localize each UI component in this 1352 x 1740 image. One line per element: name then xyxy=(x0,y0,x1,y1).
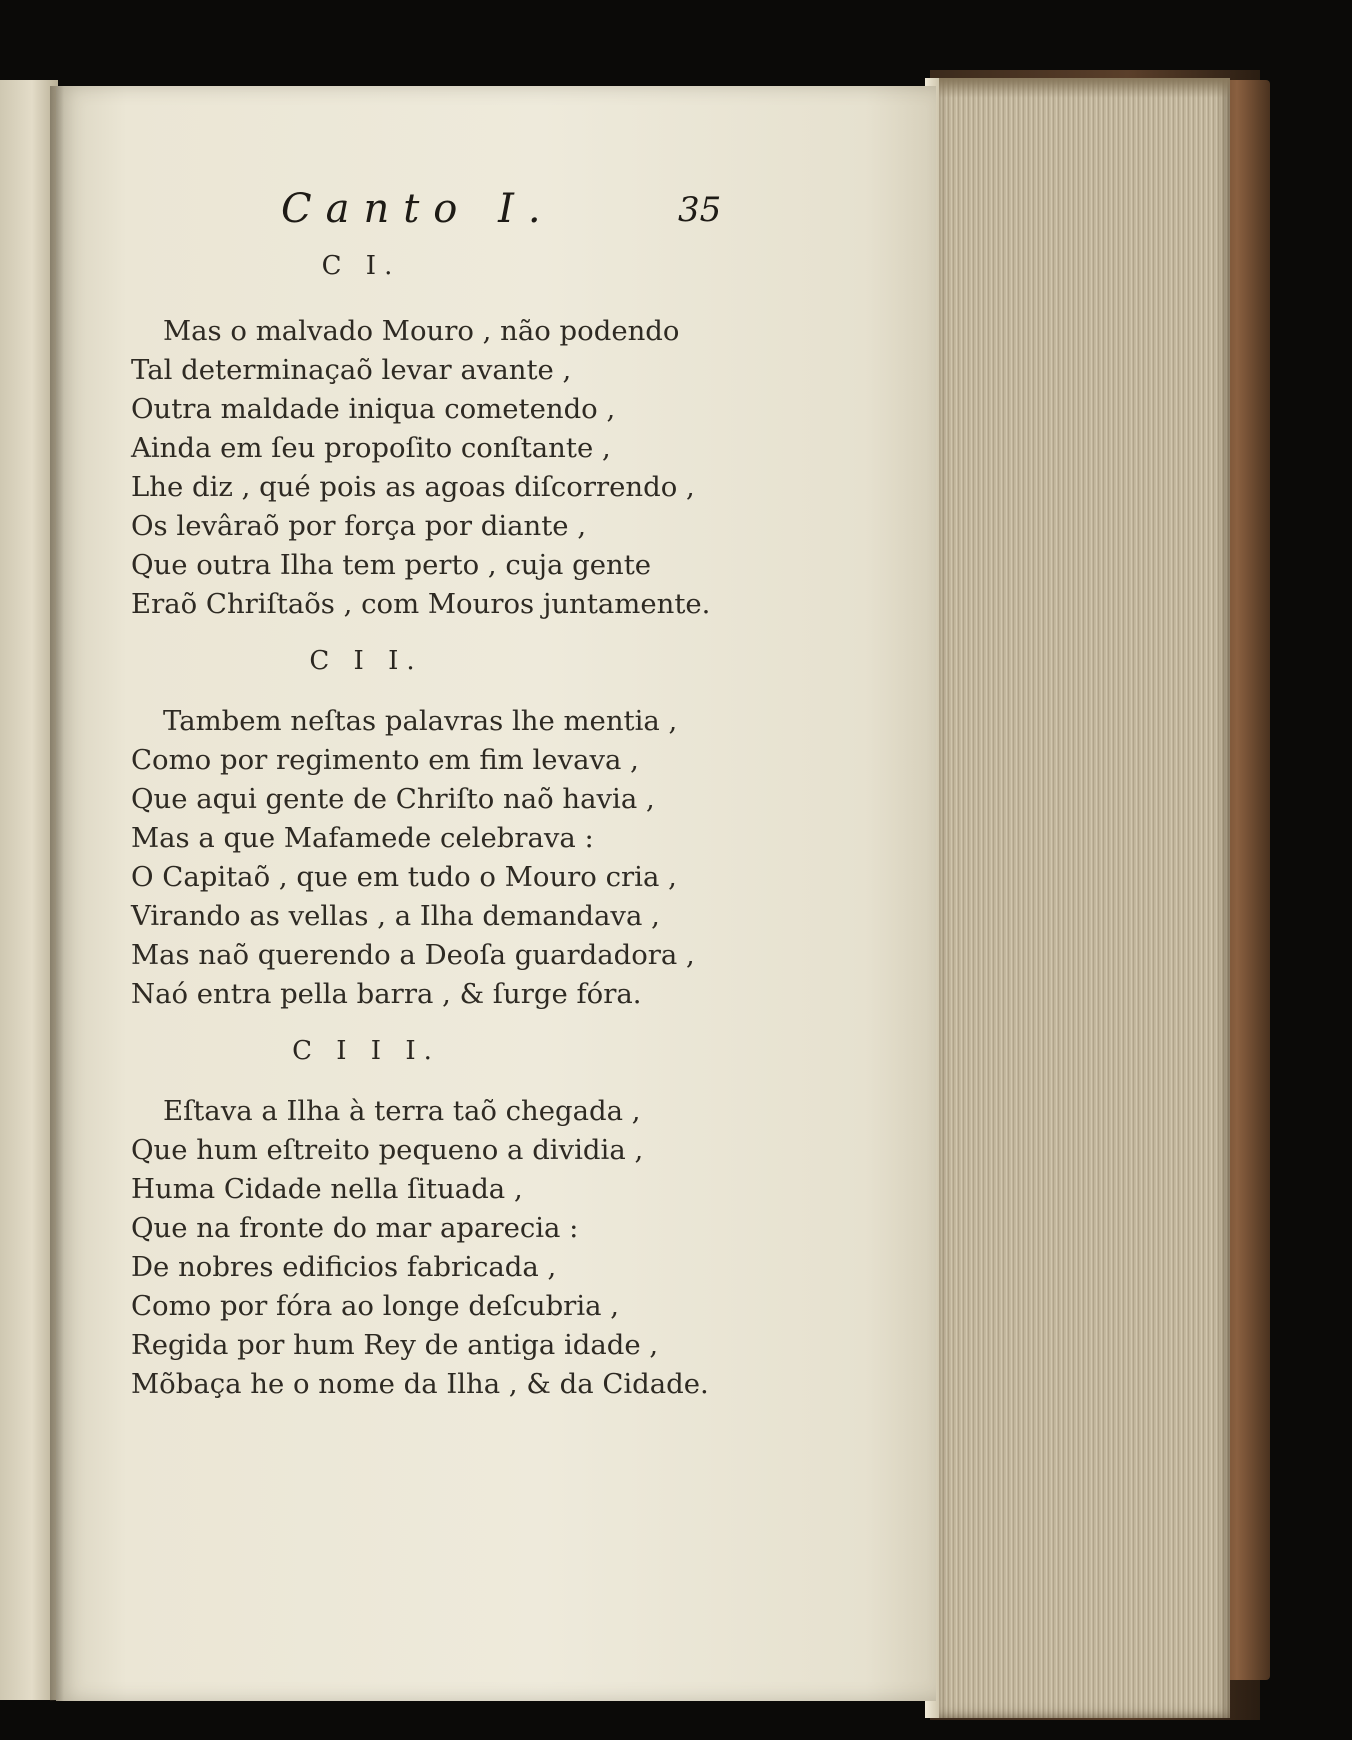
verse-line: Que outra Ilha tem perto , cuja gente xyxy=(131,549,652,581)
verse-line: Que hum eſtreito pequeno a dividia , xyxy=(131,1134,644,1166)
verse-line: Tambem neſtas palavras lhe mentia , xyxy=(163,705,678,737)
page-number: 35 xyxy=(678,190,722,230)
stanza xyxy=(131,1092,851,1404)
book-gutter xyxy=(50,86,64,1701)
stanza-number: C I. xyxy=(321,251,401,281)
verse-line: Como por fóra ao longe deſcubria , xyxy=(131,1290,620,1322)
stanza-number: C I I. xyxy=(309,646,423,676)
page-edges xyxy=(930,78,1230,1718)
verse-line: Eſtava a Ilha à terra taõ chegada , xyxy=(163,1095,641,1127)
verse-line: Outra maldade iniqua cometendo , xyxy=(131,393,616,425)
verse-line: Eraõ Chriſtaõs , com Mouros juntamente. xyxy=(131,588,711,620)
verse-line: Naó entra pella barra , & ſurge fóra. xyxy=(131,978,642,1010)
stanza xyxy=(131,702,851,1014)
verse-line: Ainda em ſeu propoſito conſtante , xyxy=(131,432,611,464)
book-page xyxy=(56,86,936,1701)
verse-line: Tal determinaçaõ levar avante , xyxy=(131,354,572,386)
stanza xyxy=(131,312,851,624)
running-head: Canto I. xyxy=(281,186,555,232)
stanza-number: C I I I. xyxy=(292,1036,440,1066)
verse-line: Mas o malvado Mouro , não podendo xyxy=(163,315,680,347)
verse-line: Que na fronte do mar aparecia : xyxy=(131,1212,579,1244)
verse-line: Mõbaça he o nome da Ilha , & da Cidade. xyxy=(131,1368,709,1400)
verse-line: De nobres edificios fabricada , xyxy=(131,1251,557,1283)
verse-line: Huma Cidade nella ſituada , xyxy=(131,1173,523,1205)
page-text xyxy=(56,86,936,1701)
verse-line: Regida por hum Rey de antiga idade , xyxy=(131,1329,659,1361)
verse-line: Lhe diz , qué pois as agoas diſcorrendo , xyxy=(131,471,695,503)
verse-line: Os levâraõ por força por diante , xyxy=(131,510,587,542)
verse-line: O Capitaõ , que em tudo o Mouro cria , xyxy=(131,861,677,893)
verse-line: Virando as vellas , a Ilha demandava , xyxy=(131,900,660,932)
verse-line: Mas a que Mafamede celebrava : xyxy=(131,822,594,854)
verse-line: Como por regimento em fim levava , xyxy=(131,744,639,776)
verse-line: Que aqui gente de Chriſto naõ havia , xyxy=(131,783,655,815)
verse-line: Mas naõ querendo a Deoſa guardadora , xyxy=(131,939,695,971)
